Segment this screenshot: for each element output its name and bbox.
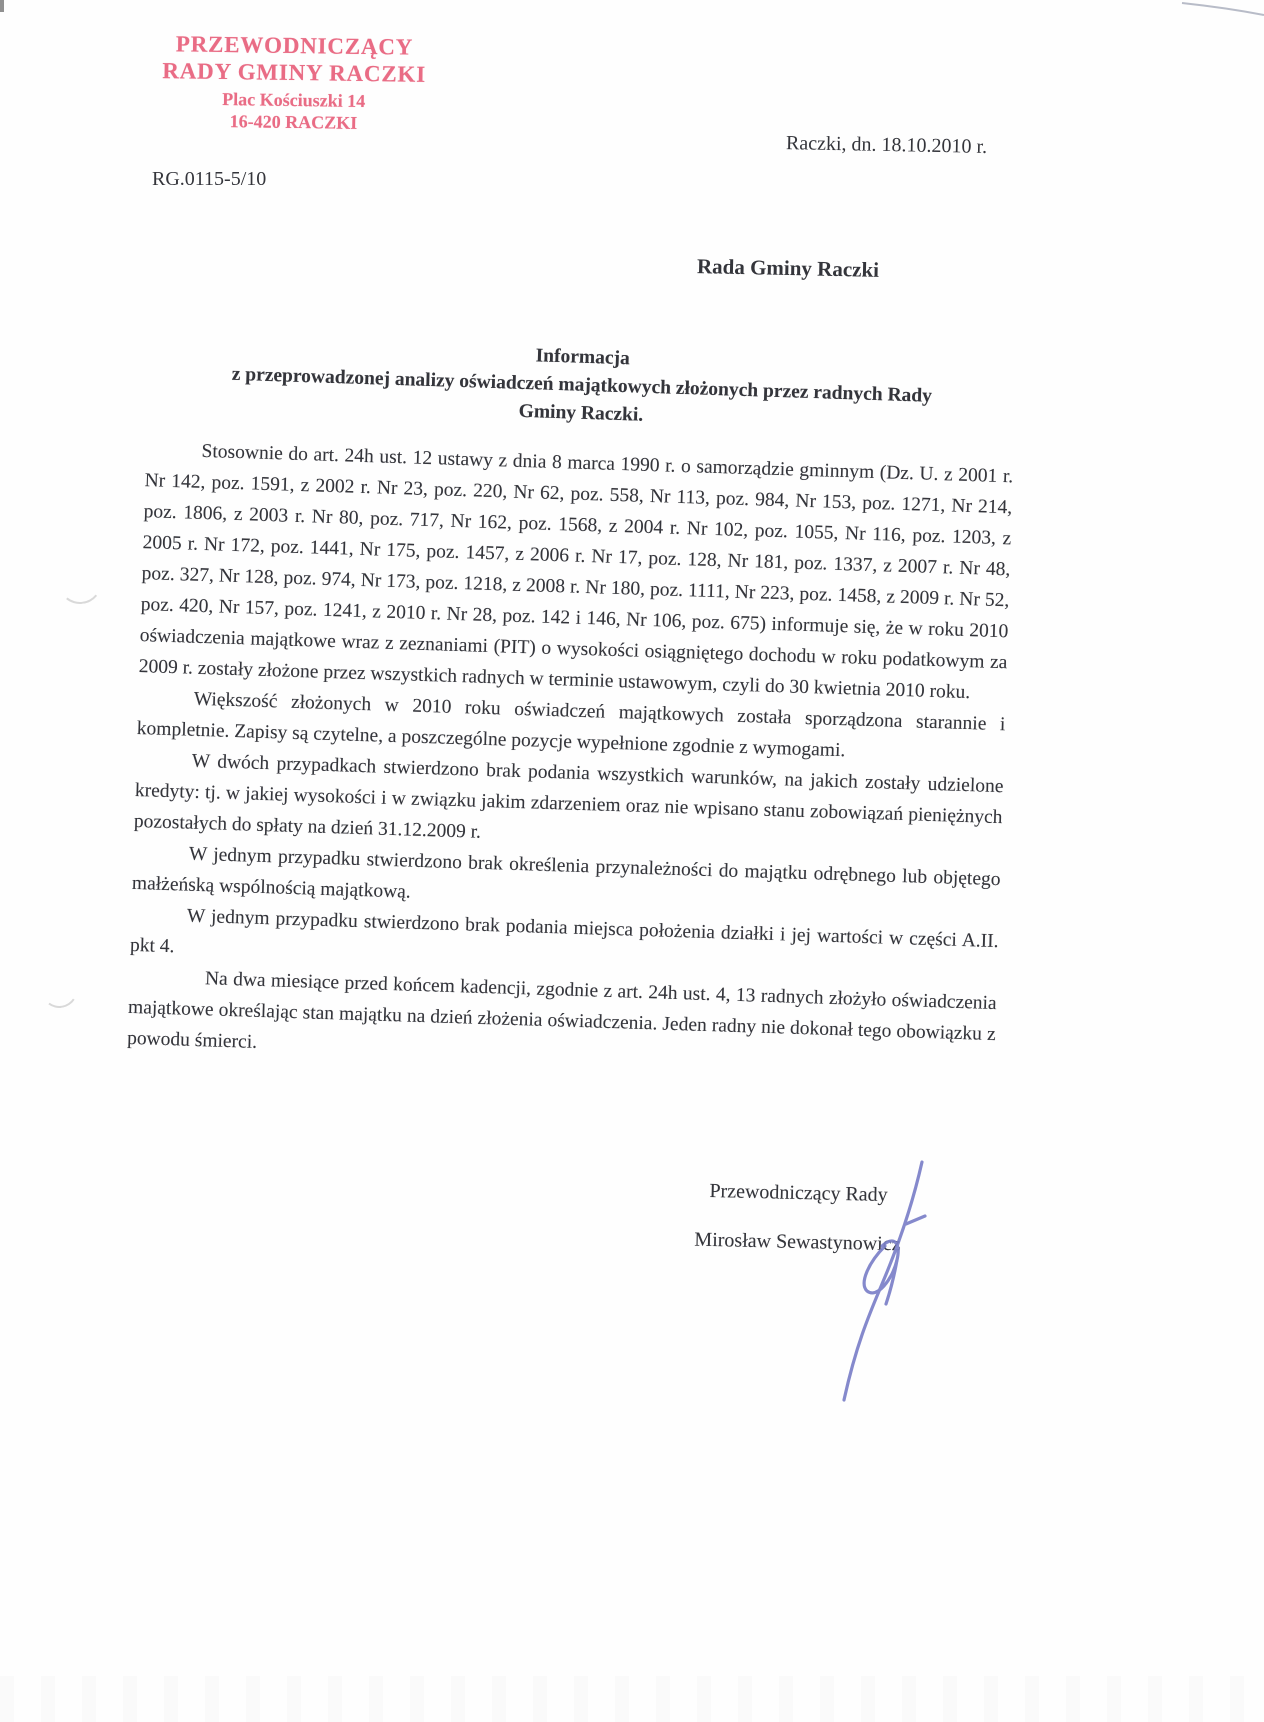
body-paragraph: W dwóch przypadkach stwierdzono brak podania wszystkich warunków, na jakich zostały udzielone kredyty: tj. w jakiej wysokości i w związku jakim zdarzeniem oraz nie wpisano stanu zobowiązań pieniężnych pozostałych do spłaty na dzień 31.12.2009 r.: [133, 750, 1004, 843]
stamp-street-address: Plac Kościuszki 14: [222, 89, 366, 111]
signer-name: Mirosław Sewastynowicz: [694, 1228, 901, 1256]
punch-hole-mark: [56, 558, 104, 606]
punch-hole-mark: [37, 965, 81, 1011]
place-date: Raczki, dn. 18.10.2010 r.: [785, 132, 988, 158]
stamp-office-title: PRZEWODNICZĄCY: [175, 31, 414, 60]
body-paragraph: Stosownie do art. 24h ust. 12 ustawy z dnia 8 marca 1990 r. o samorządzie gminnym (Dz. U. z 2001 r. Nr 142, poz. 1591, z 2002 r. Nr 23, poz. 220, Nr 62, poz. 558, Nr 113, poz. 984, Nr 153, poz. 1271, Nr 214, poz. 1806, z 2003 r. Nr 80, poz. 717, Nr 162, poz. 1568, z 2004 r. Nr 102, poz. 1055, Nr 116, poz. 1203, z 2005 r. Nr 172, poz. 1441, Nr 175, poz. 1457, z 2006 r. Nr 17, poz. 128, Nr 181, poz. 1337, z 2007 r. Nr 48, poz. 327, Nr 128, poz. 974, Nr 173, poz. 1218, z 2008 r. Nr 180, poz. 1111, Nr 223, poz. 1458, z 2009 r. Nr 52, poz. 420, Nr 157, poz. 1241, z 2010 r. Nr 28, poz. 142 i 146, Nr 106, poz. 675) informuje się, że w roku 2010 oświadczenia majątkowe wraz z zeznaniami (PIT) o wysokości osiągniętego dochodu w roku podatkowym za 2009 r. zostały złożone przez wszystkich radnych w terminie ustawowym, czyli do 30 kwietnia 2010 roku.: [138, 440, 1014, 704]
document-title-line: Gminy Raczki.: [518, 400, 644, 426]
document-title-line: Informacja: [535, 345, 631, 370]
stamp-office-name: RADY GMINY RACZKI: [162, 58, 427, 87]
body-paragraph: W jednym przypadku stwierdzono brak określenia przynależności do majątku odrębnego lub objętego małżeńską wspólnością majątkową.: [131, 843, 1001, 903]
letter-body: [127, 330, 1017, 1081]
scan-corner-speck: [0, 0, 4, 12]
document-title: [147, 330, 1017, 441]
sender-stamp: [115, 30, 472, 136]
addressee: Rada Gminy Raczki: [696, 254, 880, 282]
stamp-postal-address: 16-420 RACZKI: [229, 111, 358, 133]
body-paragraph: W jednym przypadku stwierdzono brak podania miejsca położenia działki i jej wartości w części A.II. pkt 4.: [129, 905, 999, 958]
body-paragraph: Większość złożonych w 2010 roku oświadczeń majątkowych została sporządzona starannie i kompletnie. Zapisy są czytelne, a poszczególne pozycje wypełnione zgodnie z wymogami.: [136, 688, 1006, 762]
reference-number: RG.0115-5/10: [152, 168, 267, 190]
signer-role: Przewodniczący Rady: [709, 1179, 888, 1207]
scan-edge-line: [1180, 0, 1264, 22]
document-title-line: z przeprowadzonej analizy oświadczeń majątkowych złożonych przez radnych Rady: [231, 363, 933, 407]
scan-noise-band: [0, 1676, 1264, 1722]
signature-block: [659, 1179, 937, 1257]
body-paragraph: Na dwa miesiące przed końcem kadencji, zgodnie z art. 24h ust. 4, 13 radnych złożyło oświadczenia majątkowe określając stan majątku na dzień złożenia oświadczenia. Jeden radny nie dokonał tego obowiązku z powodu śmierci.: [126, 968, 997, 1053]
